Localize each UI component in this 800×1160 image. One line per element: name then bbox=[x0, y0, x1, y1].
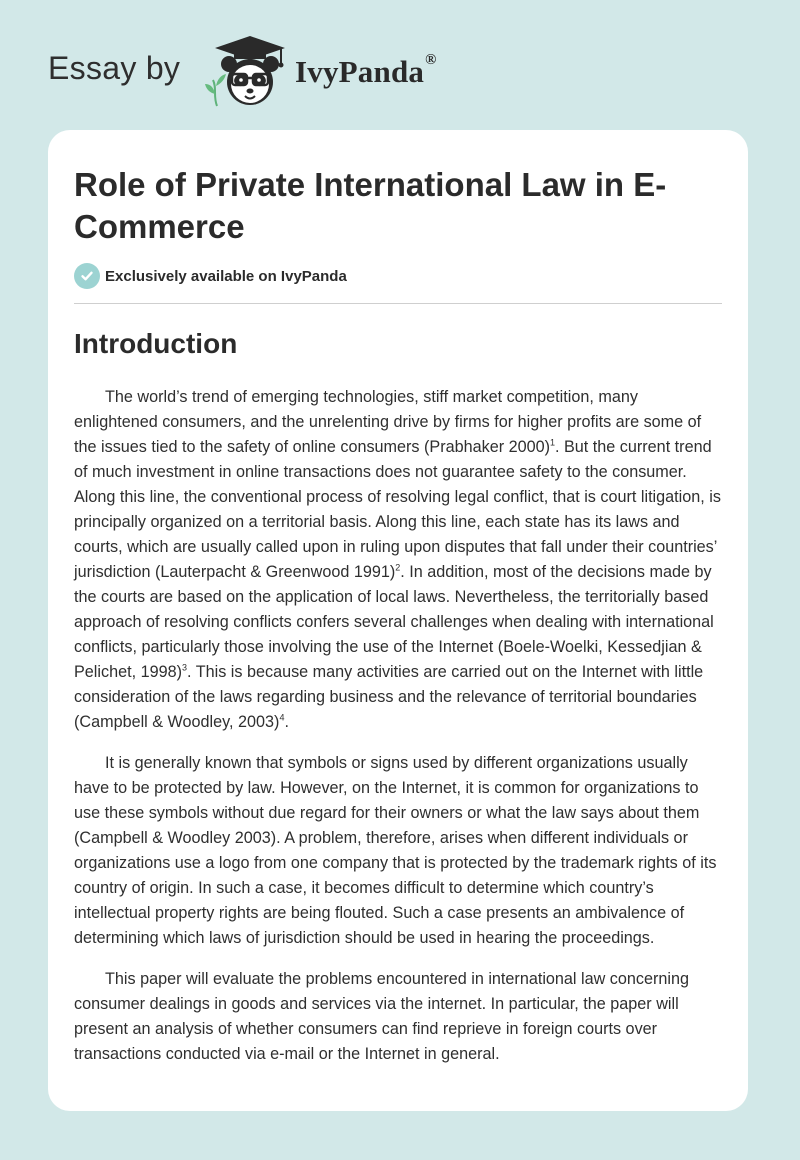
panda-graduate-icon bbox=[201, 34, 297, 110]
paragraph bbox=[74, 751, 724, 951]
paragraph bbox=[74, 967, 724, 1067]
paragraph-text: . This is because many activities are carried out on the Internet with little consideration of the laws regarding business and the relevance of territorial boundaries (Campbell & Woodley, 2003) bbox=[74, 663, 704, 731]
footnote-marker: 1 bbox=[550, 437, 556, 448]
article-title: Role of Private International Law in E-Commerce bbox=[74, 166, 667, 245]
paragraph-text: . But the current trend of much investment in online transactions does not guarantee safety to the consumer. Along this line, the conventional process of resolving legal conflict, that is court litigation, is principally organized on a territorial basis. Along this line, each state has its laws and courts, which are usually called upon in ruling upon disputes that fall under their countries’ jurisdiction (Lauterpacht & Greenwood 1991) bbox=[74, 438, 721, 581]
paragraph-text: The world’s trend of emerging technologies, stiff market competition, many enlightened consumers, and the unrelenting drive by firms for higher profits are some of the issues tied to the safety of online consumers (Prabhaker 2000) bbox=[74, 388, 702, 456]
paragraph-text: . In addition, most of the decisions made by the courts are based on the application of local laws. Nevertheless, the territorially based approach of resolving conflicts confers several challenges when dealing with international conflicts, particularly those involving the use of the Internet (Boele-Woelki, Kessedjian & Pelichet, 1998) bbox=[74, 563, 714, 681]
exclusive-badge bbox=[74, 263, 347, 289]
footnote-marker: 4 bbox=[279, 712, 285, 723]
article-card bbox=[48, 130, 748, 1111]
paragraph-text: . bbox=[284, 713, 289, 731]
exclusive-label: Exclusively available on IvyPanda bbox=[105, 267, 347, 285]
footnote-marker: 2 bbox=[395, 562, 401, 573]
paragraph bbox=[74, 385, 724, 735]
section-heading: Introduction bbox=[74, 328, 238, 359]
check-circle-icon bbox=[74, 263, 100, 289]
brand-header[interactable] bbox=[48, 34, 508, 114]
brand-name: IvyPanda® bbox=[295, 52, 437, 89]
divider bbox=[74, 303, 722, 304]
paragraph-text: This paper will evaluate the problems encountered in international law concerning consumer dealings in goods and services via the internet. In particular, the paper will present an analysis of whether consumers can find reprieve in foreign courts over transactions conducted via e-mail or the Internet in general. bbox=[74, 970, 689, 1063]
brand-prefix: Essay by bbox=[48, 50, 181, 86]
paragraph-text: It is generally known that symbols or signs used by different organizations usually have to be protected by law. However, on the Internet, it is common for organizations to use these symbols without due regard for their owners or what the law says about them (Campbell & Woodley 2003). A problem, therefore, arises when different individuals or organizations use a logo from one company that is protected by the trademark rights of its country of origin. In such a case, it becomes difficult to determine which country’s intellectual property rights are being flouted. Such a case presents an ambivalence of determining which laws of jurisdiction should be used in hearing the proceedings. bbox=[74, 754, 717, 947]
article-body bbox=[74, 385, 724, 1083]
footnote-marker: 3 bbox=[182, 662, 188, 673]
